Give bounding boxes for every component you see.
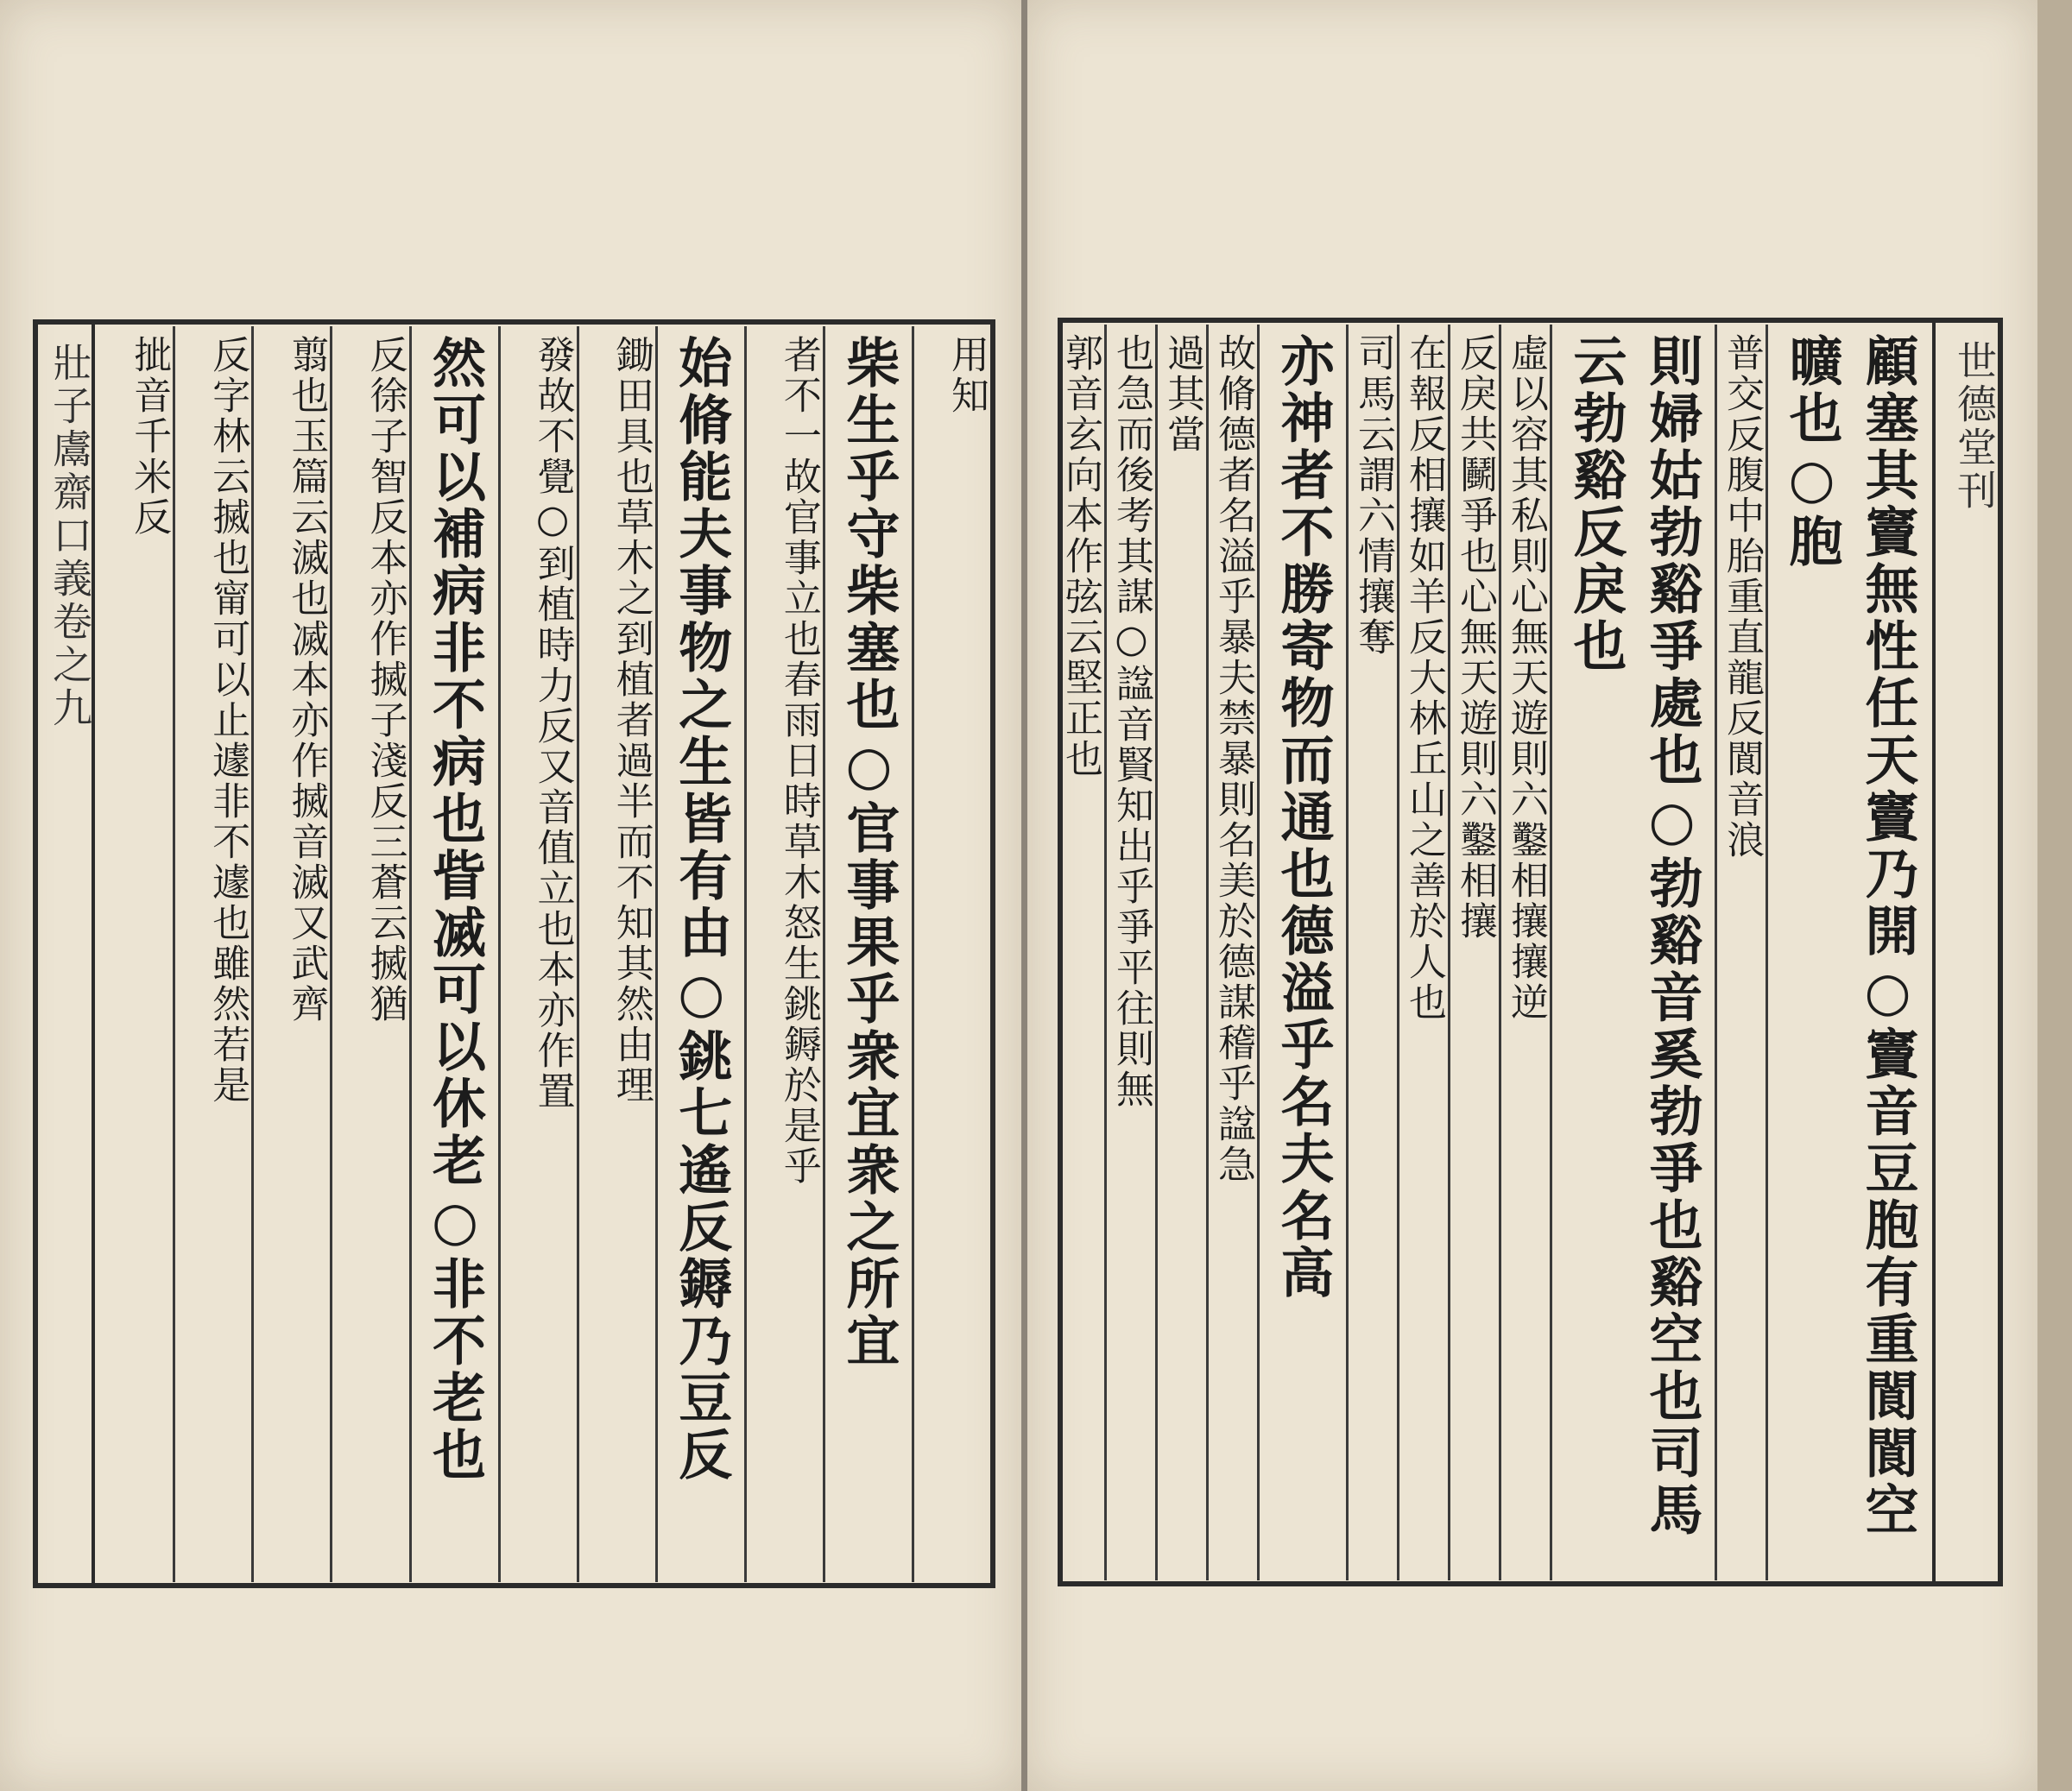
- text-column: 反戾共鬭爭也心無天遊則六鑿相攘: [1448, 325, 1499, 1580]
- text-column: 者不一故官事立也春雨日時草木怒生銚鎒於是乎: [744, 326, 823, 1582]
- book-gutter: [1021, 0, 1027, 1791]
- left-columns: [97, 326, 990, 1582]
- text-column: 始脩能夫事物之生皆有由○銚七遙反鎒乃豆反: [655, 326, 744, 1582]
- page-edge: [2037, 0, 2072, 1791]
- right-columns: [1058, 325, 1930, 1580]
- text-column: 用知: [912, 326, 990, 1582]
- text-column: 反字林云搣也甯可以止遽非不遽也雖然若是: [173, 326, 251, 1582]
- right-band-title: 世德堂刊: [1951, 340, 1998, 513]
- text-column: 司馬云謂六情攘奪: [1346, 325, 1397, 1580]
- text-column: 反徐子智反本亦作搣子淺反三蒼云搣猶: [330, 326, 408, 1582]
- text-column: 然可以補病非不病也眥㓕可以休老○非不老也: [409, 326, 498, 1582]
- text-column: 虛以容其私則心無天遊則六鑿相攘攘逆: [1499, 325, 1550, 1580]
- text-column: 過其當: [1155, 325, 1206, 1580]
- text-column: 郭音玄向本作弦云堅正也: [1058, 333, 1102, 779]
- text-column: 柴生乎守柴塞也○官事果乎衆宜衆之所宜: [823, 326, 912, 1582]
- left-band-title: 壯子鬳齋口義卷之九: [47, 342, 93, 730]
- right-margin-band: [1932, 323, 1998, 1581]
- left-margin-band: [35, 325, 95, 1583]
- text-column: 翦也玉篇云滅也㓕本亦作搣音滅又武齊: [251, 326, 330, 1582]
- text-column: 㧗音千米反: [127, 335, 172, 538]
- text-column: 則婦姑勃谿爭處也○勃谿音奚勃爭也谿空也司馬云勃谿反戾也: [1550, 325, 1715, 1580]
- text-column: 故脩德者名溢乎暴夫禁暴則名美於德謀稽乎諡急: [1206, 325, 1257, 1580]
- text-column: 亦神者不勝寄物而通也德溢乎名夫名高: [1257, 325, 1346, 1580]
- text-column: 普交反腹中胎重直龍反閬音浪: [1715, 325, 1766, 1580]
- text-column: 鋤田具也草木之到植者過半而不知其然由理: [577, 326, 655, 1582]
- text-column: 也急而後考其謀○諡音賢知出乎爭平往則無: [1104, 325, 1155, 1580]
- text-column: 發故不覺○到植時力反又音值立也本亦作置: [498, 326, 577, 1582]
- text-column: 在報反相攘如羊反大林丘山之善於人也: [1397, 325, 1448, 1580]
- text-column: 顧塞其竇無性任天竇乃開○竇音豆胞有重閬閬空曠也○胞: [1766, 325, 1930, 1580]
